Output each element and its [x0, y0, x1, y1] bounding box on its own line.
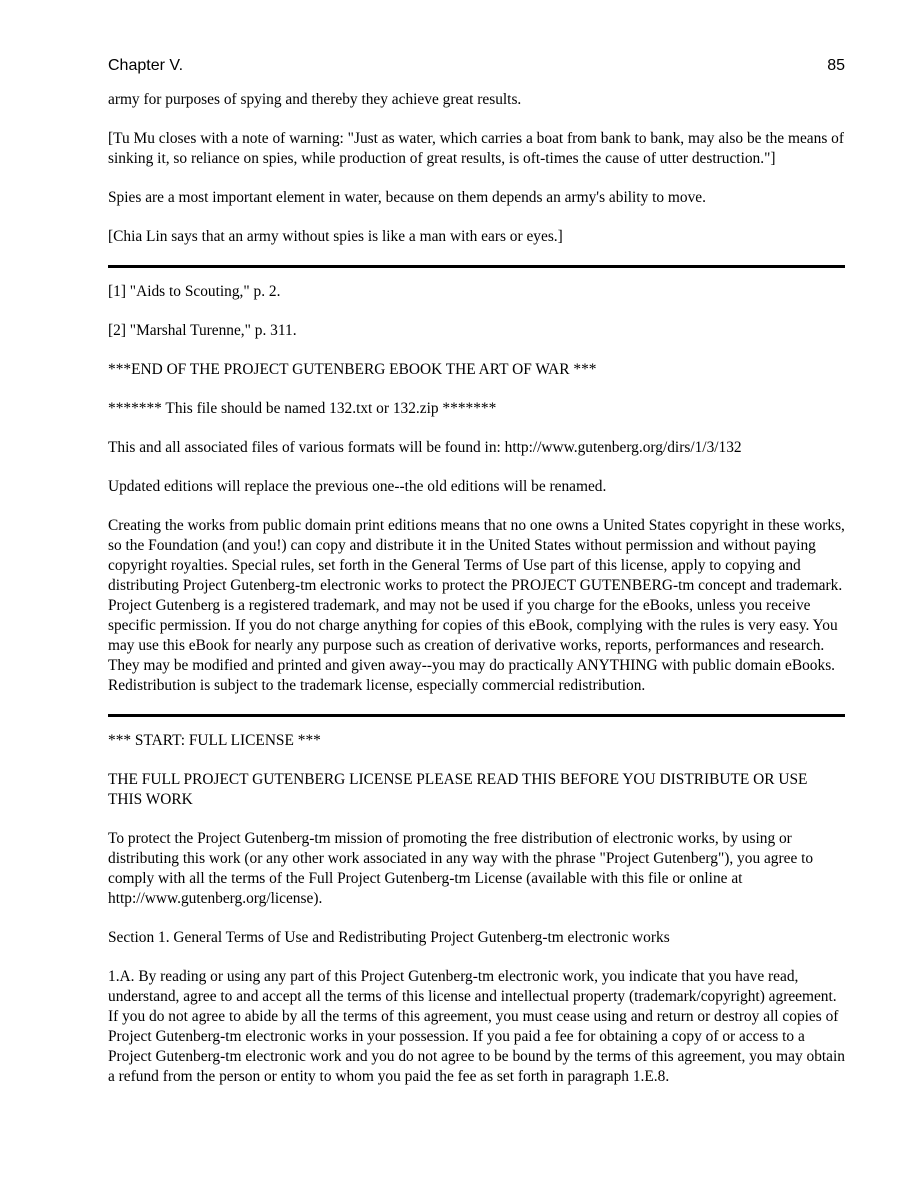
paragraph: army for purposes of spying and thereby they achieve great results. [108, 91, 522, 108]
paragraph: Section 1. General Terms of Use and Redistributing Project Gutenberg-tm electronic works [108, 929, 670, 946]
page-body [108, 90, 845, 1106]
page-header [108, 57, 845, 79]
paragraph: THE FULL PROJECT GUTENBERG LICENSE PLEASE READ THIS BEFORE YOU DISTRIBUTE OR USE THIS WORK [108, 771, 808, 808]
paragraph: To protect the Project Gutenberg-tm mission of promoting the free distribution of electronic works, by using or distributing this work (or any other work associated in any way with the phrase "Project Gutenberg"), you agree to comply with all the terms of the Full Project Gutenberg-tm License (available with this file or online at http://www.gutenberg.org/license). [108, 830, 814, 907]
paragraph: [Chia Lin says that an army without spies is like a man with ears or eyes.] [108, 228, 563, 245]
paragraph: ******* This file should be named 132.txt or 132.zip ******* [108, 400, 497, 417]
footnote: [1] "Aids to Scouting," p. 2. [108, 283, 281, 300]
paragraph: Spies are a most important element in water, because on them depends an army's ability to move. [108, 189, 706, 206]
chapter-title: Chapter V. [108, 57, 184, 74]
paragraph: Creating the works from public domain print editions means that no one owns a United States copyright in these works, so the Foundation (and you!) can copy and distribute it in the United States without permission and without paying copyright royalties. Special rules, set forth in the General Terms of Use part of this license, apply to copying and distributing Project Gutenberg-tm electronic works to protect the PROJECT GUTENBERG-tm concept and trademark. Project Gutenberg is a registered trademark, and may not be used if you charge for the eBooks, unless you receive specific permission. If you do not charge anything for copies of this eBook, complying with the rules is very easy. You may use this eBook for nearly any purpose such as creation of derivative works, reports, performances and research. They may be modified and printed and given away--you may do practically ANYTHING with public domain eBooks. Redistribution is subject to the trademark license, especially commercial redistribution. [108, 517, 845, 694]
paragraph: ***END OF THE PROJECT GUTENBERG EBOOK THE ART OF WAR *** [108, 361, 597, 378]
paragraph: 1.A. By reading or using any part of this Project Gutenberg-tm electronic work, you indicate that you have read, understand, agree to and accept all the terms of this license and intellectual property (trademark/copyright) agreement. If you do not agree to abide by all the terms of this agreement, you must cease using and return or destroy all copies of Project Gutenberg-tm electronic works in your possession. If you paid a fee for obtaining a copy of or access to a Project Gutenberg-tm electronic work and you do not agree to be bound by the terms of this agreement, you may obtain a refund from the person or entity to whom you paid the fee as set forth in paragraph 1.E.8. [108, 968, 845, 1085]
paragraph: *** START: FULL LICENSE *** [108, 732, 321, 749]
page-number: 85 [827, 57, 845, 74]
footnote: [2] "Marshal Turenne," p. 311. [108, 322, 297, 339]
horizontal-rule [108, 265, 845, 268]
paragraph: This and all associated files of various formats will be found in: http://www.gutenberg.org/dirs/1/3/132 [108, 439, 742, 456]
paragraph: Updated editions will replace the previous one--the old editions will be renamed. [108, 478, 607, 495]
horizontal-rule [108, 714, 845, 717]
paragraph: [Tu Mu closes with a note of warning: "Just as water, which carries a boat from bank to bank, may also be the means of sinking it, so reliance on spies, while production of great results, is oft-times the cause of utter destruction."] [108, 130, 844, 167]
